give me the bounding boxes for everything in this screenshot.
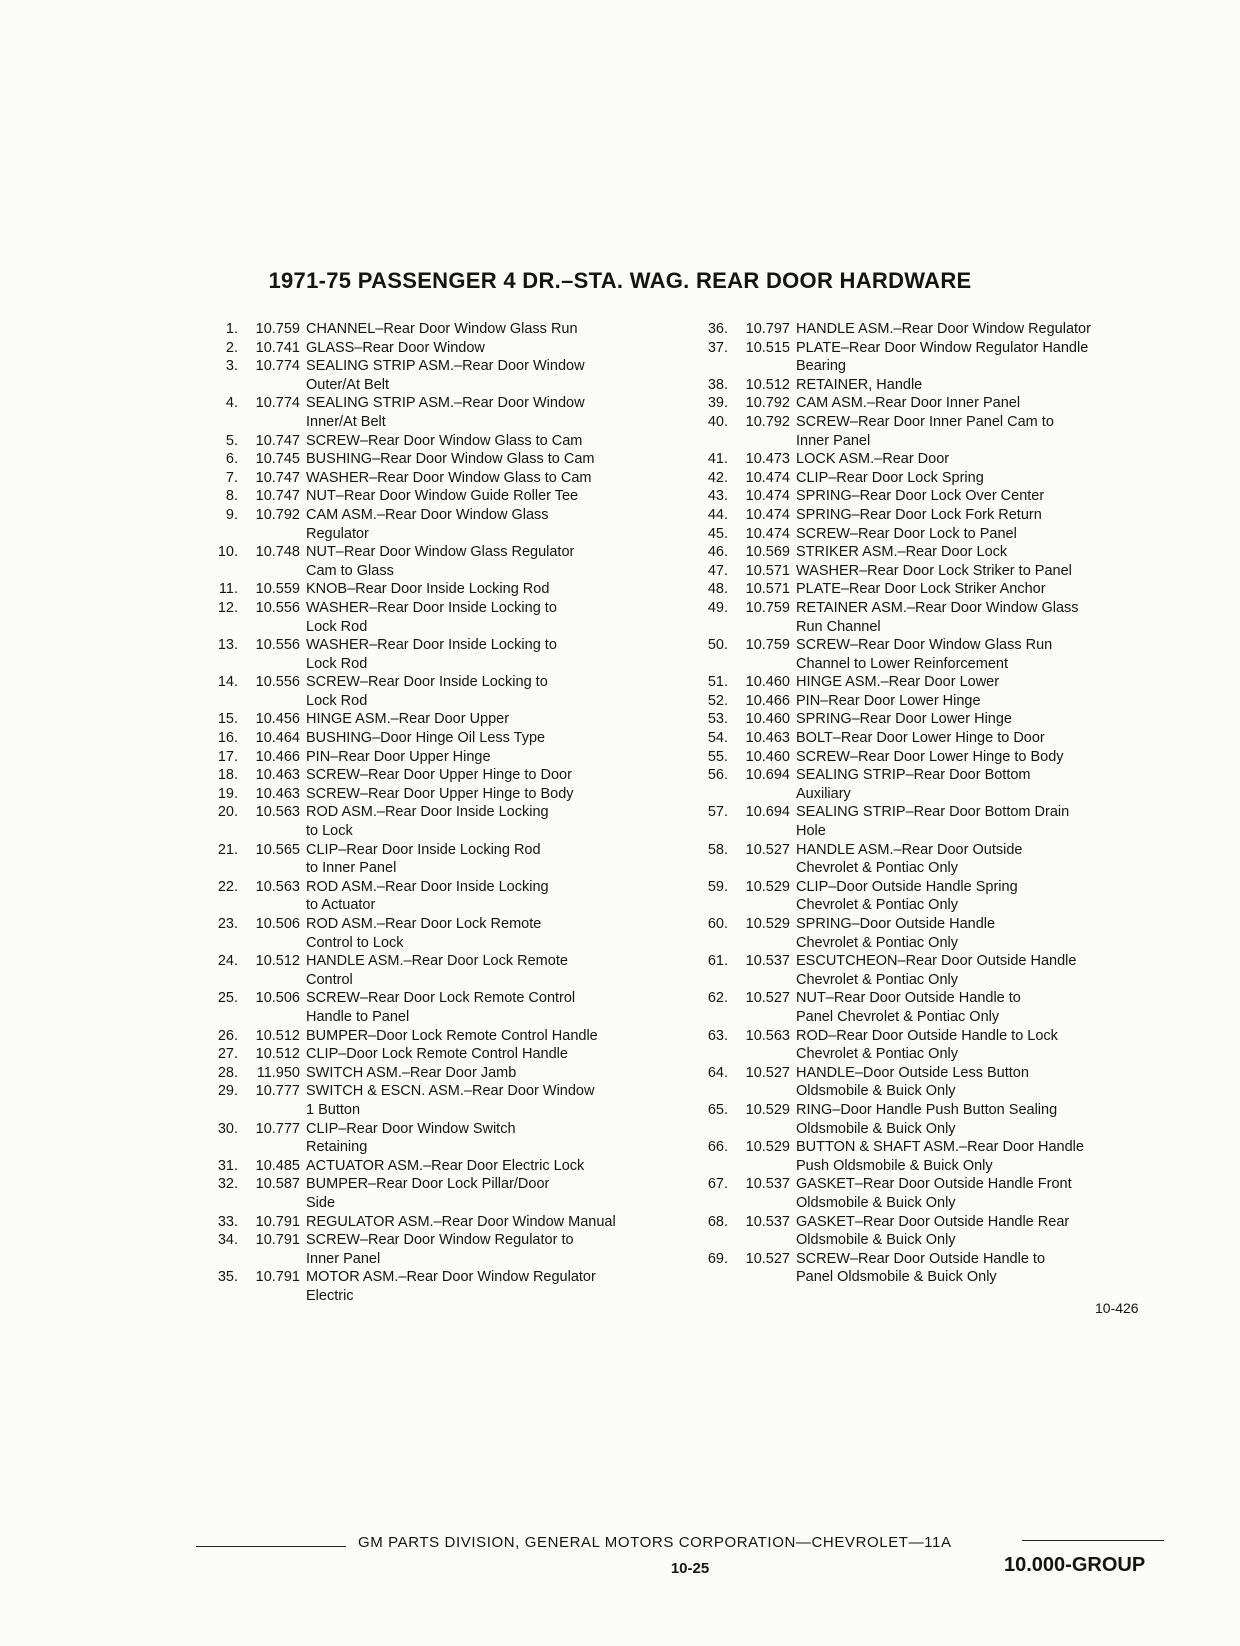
part-number: 27. [217, 1046, 238, 1063]
part-description: SCREW–Rear Door Upper Hinge to Door [306, 767, 572, 784]
part-item [200, 785, 670, 804]
part-number: 60. [707, 916, 728, 932]
part-item [690, 450, 1160, 469]
part-item [200, 1175, 670, 1212]
group-reference: 11.950 [256, 1064, 300, 1081]
part-number: 1. [225, 321, 238, 337]
group-reference: 10.747 [255, 488, 300, 505]
part-number: 30. [217, 1120, 238, 1137]
part-number: 47. [707, 562, 728, 579]
part-description: CHANNEL–Rear Door Window Glass Run [306, 321, 578, 337]
group-reference: 10.556 [255, 599, 300, 616]
part-description: SWITCH & ESCN. ASM.–Rear Door Window 1 Button [306, 1083, 595, 1118]
part-description: SPRING–Rear Door Lock Fork Return [796, 506, 1042, 523]
part-item [200, 487, 670, 506]
part-description: GLASS–Rear Door Window [306, 339, 485, 356]
part-item [200, 1082, 670, 1119]
part-item [200, 580, 670, 599]
part-item [200, 803, 670, 840]
part-number: 61. [707, 953, 728, 970]
group-reference: 10.745 [255, 451, 300, 468]
part-item [200, 673, 670, 710]
group-reference: 10.529 [745, 1101, 790, 1118]
part-number: 24. [217, 953, 238, 970]
part-description: BUTTON & SHAFT ASM.–Rear Door Handle Push Oldsmobile & Buick Only [796, 1139, 1084, 1174]
part-item [690, 506, 1160, 525]
part-item [690, 543, 1160, 562]
part-number: 3. [225, 358, 238, 375]
group-reference: 10.759 [745, 637, 790, 654]
part-item [690, 952, 1160, 989]
part-description: GASKET–Rear Door Outside Handle Front Oldsmobile & Buick Only [796, 1176, 1072, 1211]
group-reference: 10.777 [255, 1120, 300, 1137]
part-description: MOTOR ASM.–Rear Door Window Regulator Electric [306, 1269, 596, 1304]
part-item [690, 580, 1160, 599]
footer-rule-left [196, 1546, 346, 1547]
group-reference: 10.759 [745, 599, 790, 616]
group-reference: 10.512 [255, 1027, 300, 1044]
part-item [690, 989, 1160, 1026]
part-number: 32. [217, 1176, 238, 1193]
group-reference: 10.569 [745, 544, 790, 561]
part-number: 65. [707, 1101, 728, 1118]
group-reference: 10.747 [255, 469, 300, 486]
part-item [690, 673, 1160, 692]
part-number: 50. [707, 637, 728, 654]
part-number: 34. [217, 1232, 238, 1249]
part-number: 22. [217, 878, 238, 895]
group-reference: 10.474 [745, 469, 790, 486]
part-number: 7. [225, 469, 238, 486]
group-reference: 10.527 [745, 990, 790, 1007]
part-description: RETAINER, Handle [796, 376, 923, 393]
part-description: SCREW–Rear Door Upper Hinge to Body [306, 785, 574, 802]
group-reference: 10.748 [255, 544, 300, 561]
part-item [690, 692, 1160, 711]
part-description: NUT–Rear Door Outside Handle to Panel Chevrolet & Pontiac Only [796, 990, 1021, 1025]
group-reference: 10.464 [255, 730, 300, 747]
part-number: 17. [217, 748, 238, 765]
group-reference: 10.463 [745, 730, 790, 747]
group-reference: 10.797 [745, 321, 790, 337]
part-item [690, 803, 1160, 840]
part-item [200, 915, 670, 952]
part-description: KNOB–Rear Door Inside Locking Rod [306, 581, 550, 598]
group-reference: 10.565 [255, 841, 300, 858]
group-reference: 10.466 [255, 748, 300, 765]
part-number: 19. [217, 785, 238, 802]
part-item [690, 710, 1160, 729]
part-item [200, 1027, 670, 1046]
part-description: ACTUATOR ASM.–Rear Door Electric Lock [306, 1157, 585, 1174]
part-description: CLIP–Door Outside Handle Spring Chevrolet & Pontiac Only [796, 878, 1018, 914]
part-number: 44. [707, 506, 728, 523]
part-number: 38. [707, 376, 728, 393]
group-reference: 10.792 [745, 413, 790, 430]
group-reference: 10.474 [745, 506, 790, 523]
part-item [690, 339, 1160, 376]
part-number: 51. [707, 674, 728, 691]
part-item [690, 525, 1160, 544]
part-number: 13. [217, 637, 238, 654]
part-description: LOCK ASM.–Rear Door [796, 451, 950, 468]
group-reference: 10.506 [255, 916, 300, 932]
group-reference: 10.512 [255, 1046, 300, 1063]
part-number: 33. [217, 1213, 238, 1230]
part-number: 5. [225, 432, 238, 449]
part-description: SEALING STRIP ASM.–Rear Door Window Inner/At Belt [306, 395, 585, 430]
part-number: 48. [707, 581, 728, 598]
page-number: 10-25 [670, 1560, 710, 1577]
group-reference: 10.777 [255, 1083, 300, 1100]
part-item [690, 469, 1160, 488]
part-item [690, 1138, 1160, 1175]
footer-text: GM PARTS DIVISION, GENERAL MOTORS CORPORATION—CHEVROLET—11A [358, 1534, 952, 1551]
group-reference: 10.774 [255, 358, 300, 375]
group-reference: 10.537 [745, 1176, 790, 1193]
group-reference: 10.474 [745, 488, 790, 505]
group-reference: 10.571 [745, 581, 790, 598]
part-item [690, 376, 1160, 395]
part-item [200, 599, 670, 636]
part-number: 58. [707, 841, 728, 858]
part-item [200, 952, 670, 989]
group-reference: 10.474 [745, 525, 790, 542]
part-number: 41. [707, 451, 728, 468]
group-reference: 10.694 [745, 767, 790, 784]
part-number: 59. [707, 878, 728, 895]
part-item [200, 710, 670, 729]
part-description: PIN–Rear Door Lower Hinge [796, 692, 981, 709]
part-number: 11. [218, 581, 238, 598]
part-number: 4. [225, 395, 238, 412]
part-number: 45. [707, 525, 728, 542]
part-description: HANDLE ASM.–Rear Door Lock Remote Control [306, 953, 568, 988]
group-reference: 10.791 [255, 1213, 300, 1230]
part-number: 52. [707, 692, 728, 709]
group-reference: 10.774 [255, 395, 300, 412]
part-description: WASHER–Rear Door Lock Striker to Panel [796, 562, 1072, 579]
part-description: CLIP–Rear Door Lock Spring [796, 469, 984, 486]
part-description: CLIP–Rear Door Inside Locking Rod to Inner Panel [306, 841, 541, 877]
part-description: BOLT–Rear Door Lower Hinge to Door [796, 730, 1045, 747]
part-item [690, 766, 1160, 803]
part-number: 49. [707, 599, 728, 616]
part-item [200, 878, 670, 915]
part-number: 68. [707, 1213, 728, 1230]
part-description: HANDLE ASM.–Rear Door Outside Chevrolet & Pontiac Only [796, 841, 1023, 877]
part-item [690, 1101, 1160, 1138]
part-number: 57. [707, 804, 728, 821]
group-reference: 10.537 [745, 953, 790, 970]
part-item [200, 1064, 670, 1083]
group-reference: 10.460 [745, 674, 790, 691]
part-item [690, 1064, 1160, 1101]
group-reference: 10.466 [745, 692, 790, 709]
part-number: 20. [217, 804, 238, 821]
part-description: ROD–Rear Door Outside Handle to Lock Chevrolet & Pontiac Only [796, 1027, 1058, 1063]
part-number: 18. [217, 767, 238, 784]
group-reference: 10.512 [255, 953, 300, 970]
part-item [690, 1213, 1160, 1250]
part-item [690, 413, 1160, 450]
part-description: ROD ASM.–Rear Door Lock Remote Control to Lock [306, 916, 542, 951]
part-description: ESCUTCHEON–Rear Door Outside Handle Chevrolet & Pontiac Only [796, 953, 1077, 988]
part-item [200, 729, 670, 748]
group-reference: 10.791 [255, 1232, 300, 1249]
part-number: 15. [217, 711, 238, 728]
part-description: ROD ASM.–Rear Door Inside Locking to Actuator [306, 878, 549, 914]
part-description: BUSHING–Rear Door Window Glass to Cam [306, 451, 595, 468]
part-number: 25. [217, 990, 238, 1007]
part-description: BUMPER–Rear Door Lock Pillar/Door Side [306, 1176, 550, 1211]
part-number: 62. [707, 990, 728, 1007]
part-description: CAM ASM.–Rear Door Window Glass Regulator [306, 506, 549, 542]
part-number: 37. [707, 339, 728, 356]
part-item [200, 636, 670, 673]
part-description: WASHER–Rear Door Window Glass to Cam [306, 469, 592, 486]
part-description: GASKET–Rear Door Outside Handle Rear Oldsmobile & Buick Only [796, 1213, 1070, 1249]
group-reference: 10.563 [255, 878, 300, 895]
part-description: ROD ASM.–Rear Door Inside Locking to Lock [306, 804, 549, 840]
part-item [690, 1175, 1160, 1212]
group-reference: 10.485 [255, 1157, 300, 1174]
part-item [200, 1213, 670, 1232]
part-number: 14. [217, 674, 238, 691]
parts-list-left [200, 320, 670, 1305]
part-description: NUT–Rear Door Window Guide Roller Tee [306, 488, 579, 505]
part-item [200, 432, 670, 451]
part-item [690, 748, 1160, 767]
part-number: 36. [707, 321, 728, 337]
part-item [200, 1120, 670, 1157]
group-reference: 10.473 [745, 451, 790, 468]
part-number: 55. [707, 748, 728, 765]
part-number: 63. [707, 1027, 728, 1044]
part-number: 67. [707, 1176, 728, 1193]
group-reference: 10.512 [745, 376, 790, 393]
part-number: 26. [217, 1027, 238, 1044]
part-description: NUT–Rear Door Window Glass Regulator Cam to Glass [306, 544, 575, 579]
part-item [690, 1027, 1160, 1064]
group-reference: 10.515 [745, 339, 790, 356]
part-item [200, 357, 670, 394]
group-reference: 10.571 [745, 562, 790, 579]
group-reference: 10.559 [255, 581, 300, 598]
part-description: CLIP–Rear Door Window Switch Retaining [306, 1120, 516, 1156]
part-number: 56. [707, 767, 728, 784]
part-description: HANDLE ASM.–Rear Door Window Regulator [796, 321, 1091, 337]
part-item [690, 915, 1160, 952]
part-number: 35. [217, 1269, 238, 1286]
part-item [200, 1157, 670, 1176]
group-reference: 10.556 [255, 674, 300, 691]
group-reference: 10.556 [255, 637, 300, 654]
part-item [200, 1231, 670, 1268]
part-item [690, 487, 1160, 506]
part-number: 10. [217, 544, 238, 561]
part-number: 16. [217, 730, 238, 747]
part-item [690, 841, 1160, 878]
part-number: 9. [225, 506, 238, 523]
part-item [200, 748, 670, 767]
part-description: SCREW–Rear Door Lock to Panel [796, 525, 1017, 542]
part-number: 6. [225, 451, 238, 468]
group-reference: 10.587 [255, 1176, 300, 1193]
part-description: PIN–Rear Door Upper Hinge [306, 748, 491, 765]
part-number: 46. [707, 544, 728, 561]
part-item [690, 562, 1160, 581]
part-number: 66. [707, 1139, 728, 1156]
part-number: 39. [707, 395, 728, 412]
part-item [200, 450, 670, 469]
group-reference: 10.529 [745, 1139, 790, 1156]
part-item [200, 989, 670, 1026]
page-title: 1971-75 PASSENGER 4 DR.–STA. WAG. REAR DOOR HARDWARE [268, 268, 972, 293]
part-item [200, 394, 670, 431]
part-description: REGULATOR ASM.–Rear Door Window Manual [306, 1213, 616, 1230]
part-item [200, 339, 670, 358]
part-item [690, 599, 1160, 636]
group-reference: 10.456 [255, 711, 300, 728]
group-reference: 10.527 [745, 1250, 790, 1267]
part-description: SEALING STRIP ASM.–Rear Door Window Outer/At Belt [306, 358, 585, 393]
part-item [200, 1045, 670, 1064]
part-number: 64. [707, 1064, 728, 1081]
group-reference: 10.529 [745, 916, 790, 932]
part-description: HINGE ASM.–Rear Door Upper [306, 711, 510, 728]
part-description: BUSHING–Door Hinge Oil Less Type [306, 730, 546, 747]
part-description: PLATE–Rear Door Lock Striker Anchor [796, 581, 1046, 598]
part-number: 69. [707, 1250, 728, 1267]
part-description: SCREW–Rear Door Window Glass Run Channel to Lower Reinforcement [796, 637, 1053, 672]
group-reference: 10.463 [255, 785, 300, 802]
part-item [690, 1250, 1160, 1287]
part-number: 12. [217, 599, 238, 616]
illustration-code: 10-426 [1095, 1300, 1139, 1316]
part-number: 21. [217, 841, 238, 858]
group-reference: 10.529 [745, 878, 790, 895]
part-description: SCREW–Rear Door Window Glass to Cam [306, 432, 583, 449]
group-reference: 10.527 [745, 841, 790, 858]
part-item [690, 636, 1160, 673]
part-description: SPRING–Rear Door Lower Hinge [796, 711, 1012, 728]
group-reference: 10.460 [745, 711, 790, 728]
part-description: SPRING–Door Outside Handle Chevrolet & Pontiac Only [796, 916, 996, 951]
group-reference: 10.791 [255, 1269, 300, 1286]
part-description: SCREW–Rear Door Lock Remote Control Handle to Panel [306, 990, 576, 1025]
part-item [200, 543, 670, 580]
part-item [690, 320, 1160, 339]
part-description: SCREW–Rear Door Inner Panel Cam to Inner Panel [796, 413, 1054, 449]
group-reference: 10.537 [745, 1213, 790, 1230]
parts-list-right [690, 320, 1160, 1287]
part-description: SCREW–Rear Door Inside Locking to Lock Rod [306, 674, 548, 709]
group-label: 10.000-GROUP [1004, 1554, 1146, 1576]
part-description: SCREW–Rear Door Lower Hinge to Body [796, 748, 1064, 765]
part-item [200, 506, 670, 543]
footer-rule-right [1022, 1540, 1164, 1541]
part-item [690, 878, 1160, 915]
group-reference: 10.759 [255, 321, 300, 337]
part-number: 28. [217, 1064, 238, 1081]
part-description: WASHER–Rear Door Inside Locking to Lock Rod [306, 599, 557, 635]
group-reference: 10.506 [255, 990, 300, 1007]
part-item [200, 841, 670, 878]
part-number: 54. [707, 730, 728, 747]
part-number: 23. [217, 916, 238, 932]
part-description: STRIKER ASM.–Rear Door Lock [796, 544, 1008, 561]
group-reference: 10.792 [255, 506, 300, 523]
group-reference: 10.563 [255, 804, 300, 821]
part-description: CLIP–Door Lock Remote Control Handle [306, 1046, 568, 1063]
group-reference: 10.563 [745, 1027, 790, 1044]
part-description: SCREW–Rear Door Outside Handle to Panel Oldsmobile & Buick Only [796, 1250, 1046, 1286]
part-number: 2. [225, 339, 238, 356]
part-description: SPRING–Rear Door Lock Over Center [796, 488, 1045, 505]
part-number: 40. [707, 413, 728, 430]
group-reference: 10.741 [255, 339, 300, 356]
part-description: RING–Door Handle Push Button Sealing Oldsmobile & Buick Only [796, 1101, 1058, 1137]
part-description: SCREW–Rear Door Window Regulator to Inner Panel [306, 1232, 574, 1267]
part-description: CAM ASM.–Rear Door Inner Panel [796, 395, 1021, 412]
group-reference: 10.792 [745, 395, 790, 412]
part-number: 42. [707, 469, 728, 486]
group-reference: 10.460 [745, 748, 790, 765]
part-number: 29. [217, 1083, 238, 1100]
group-reference: 10.747 [255, 432, 300, 449]
part-description: SEALING STRIP–Rear Door Bottom Drain Hole [796, 804, 1070, 840]
part-item [200, 320, 670, 339]
part-description: HINGE ASM.–Rear Door Lower [796, 674, 1000, 691]
part-number: 31. [217, 1157, 238, 1174]
group-reference: 10.527 [745, 1064, 790, 1081]
part-description: SEALING STRIP–Rear Door Bottom Auxiliary [796, 767, 1031, 802]
part-description: PLATE–Rear Door Window Regulator Handle Bearing [796, 339, 1089, 375]
part-description: RETAINER ASM.–Rear Door Window Glass Run Channel [796, 599, 1079, 635]
part-number: 53. [707, 711, 728, 728]
group-reference: 10.694 [745, 804, 790, 821]
part-item [690, 394, 1160, 413]
part-description: HANDLE–Door Outside Less Button Oldsmobile & Buick Only [796, 1064, 1029, 1100]
part-item [200, 1268, 670, 1305]
part-description: WASHER–Rear Door Inside Locking to Lock Rod [306, 637, 557, 672]
part-description: BUMPER–Door Lock Remote Control Handle [306, 1027, 598, 1044]
part-item [200, 469, 670, 488]
part-number: 8. [225, 488, 238, 505]
group-reference: 10.463 [255, 767, 300, 784]
part-item [200, 766, 670, 785]
part-description: SWITCH ASM.–Rear Door Jamb [306, 1064, 517, 1081]
part-item [690, 729, 1160, 748]
part-number: 43. [707, 488, 728, 505]
